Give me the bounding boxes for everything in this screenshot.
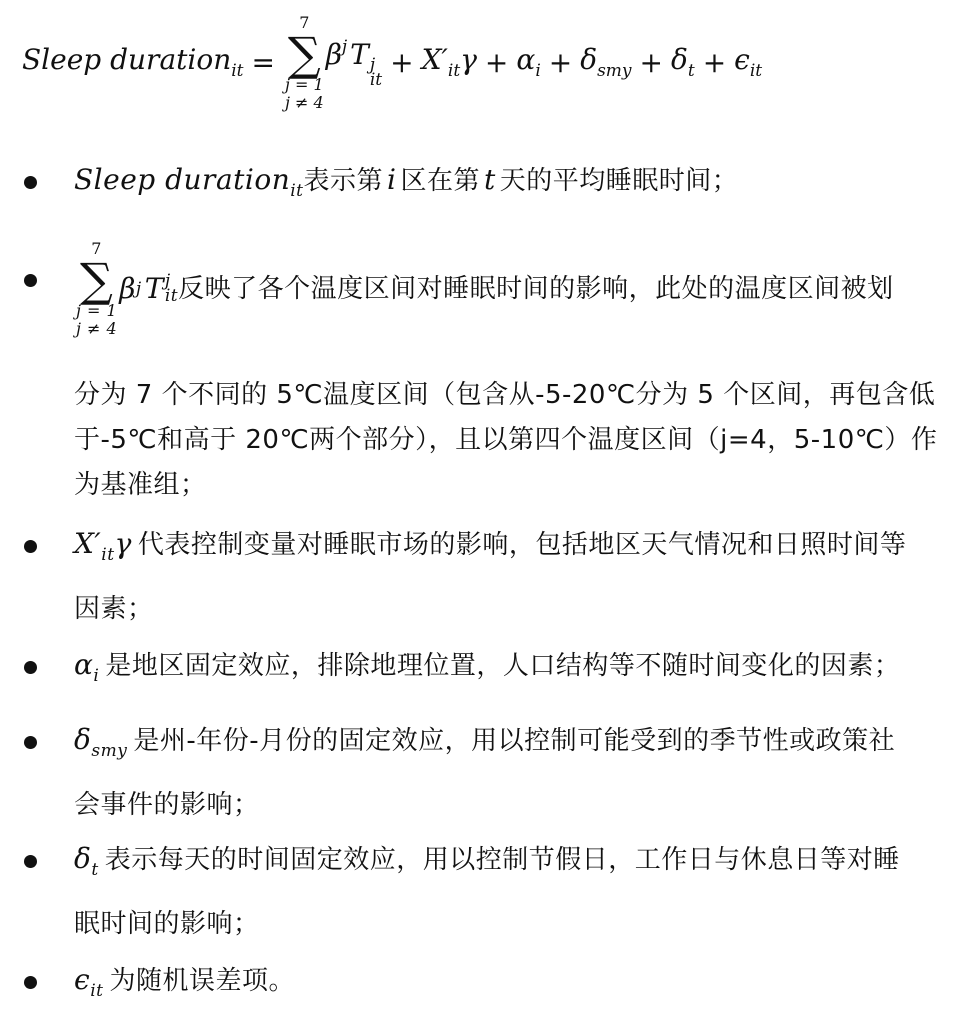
bullet-dot bbox=[24, 661, 37, 674]
equals-sign: = bbox=[251, 46, 275, 79]
bullet-text-line-1: $\delta_t$ 表示每天的时间固定效应，用以控制节假日，工作日与休息日等对睡 bbox=[74, 842, 900, 880]
bullet-text-line-1: $\delta_{smy}$ 是州-年份-月份的固定效应，用以控制可能受到的季节性或政策社 bbox=[74, 723, 896, 761]
regression-formula bbox=[22, 14, 762, 112]
summation-symbol: 7 ∑ j = 1 j ≠ 4 bbox=[76, 239, 118, 338]
bullet-text-line-2: 因素； bbox=[74, 594, 154, 624]
bullet-text-line-3: 于-5℃和高于 20℃两个部分），且以第四个温度区间（j=4，5-10℃）作 bbox=[74, 425, 938, 455]
formula-control-term: $X'_{it}\gamma$ bbox=[421, 43, 477, 81]
bullet-text-line-2: 眠时间的影响； bbox=[74, 909, 260, 939]
summation-symbol: 7 ∑ j = 1 j ≠ 4 bbox=[284, 13, 324, 112]
bullet-text-line-1: $X'_{it}\gamma$ 代表控制变量对睡眠市场的影响，包括地区天气情况和日照时间等 bbox=[74, 527, 907, 565]
bullet-text-line-2: 会事件的影响； bbox=[74, 790, 260, 820]
formula-delta-smy-term: $\delta_{smy}$ bbox=[580, 43, 632, 81]
plus-sign: + bbox=[390, 46, 414, 79]
bullet-text-line-1: $\epsilon_{it}$ 为随机误差项。 bbox=[74, 963, 295, 1001]
bullet-text: Sleep duration$_{it}$表示第 i 区在第 t 天的平均睡眠时间； bbox=[74, 163, 739, 201]
bullet-text-line-1: 7 ∑ j = 1 j ≠ 4 β j T j it 反映了各个温度区间对睡眠时间的影响，此处的温度区间被划 bbox=[76, 239, 894, 338]
bullet-dot bbox=[24, 540, 37, 553]
bullet-text-line-4: 为基准组； bbox=[74, 470, 207, 500]
plus-sign: + bbox=[702, 46, 727, 79]
formula-delta-t-term: $\delta_t$ bbox=[671, 43, 695, 81]
plus-sign: + bbox=[639, 46, 663, 79]
formula-temperature-term: $\beta^j$ T j it bbox=[325, 36, 383, 90]
plus-sign: + bbox=[548, 46, 573, 79]
bullet-text-line-2: 分为 7 个不同的 5℃温度区间（包含从-5-20℃分为 5 个区间，再包含低 bbox=[74, 380, 936, 410]
formula-lhs: Sleep duration$_{it}$ bbox=[22, 43, 244, 81]
formula-alpha-term: $\alpha_i$ bbox=[516, 43, 541, 81]
bullet-text-line-1: $\alpha_i$ 是地区固定效应，排除地理位置，人口结构等不随时间变化的因素； bbox=[74, 648, 901, 686]
formula-error-term: $\epsilon_{it}$ bbox=[734, 43, 763, 81]
bullet-dot bbox=[24, 274, 37, 287]
bullet-dot bbox=[24, 176, 37, 189]
bullet-dot bbox=[24, 736, 37, 749]
plus-sign: + bbox=[484, 46, 509, 79]
bullet-dot bbox=[24, 976, 37, 989]
bullet-dot bbox=[24, 855, 37, 868]
